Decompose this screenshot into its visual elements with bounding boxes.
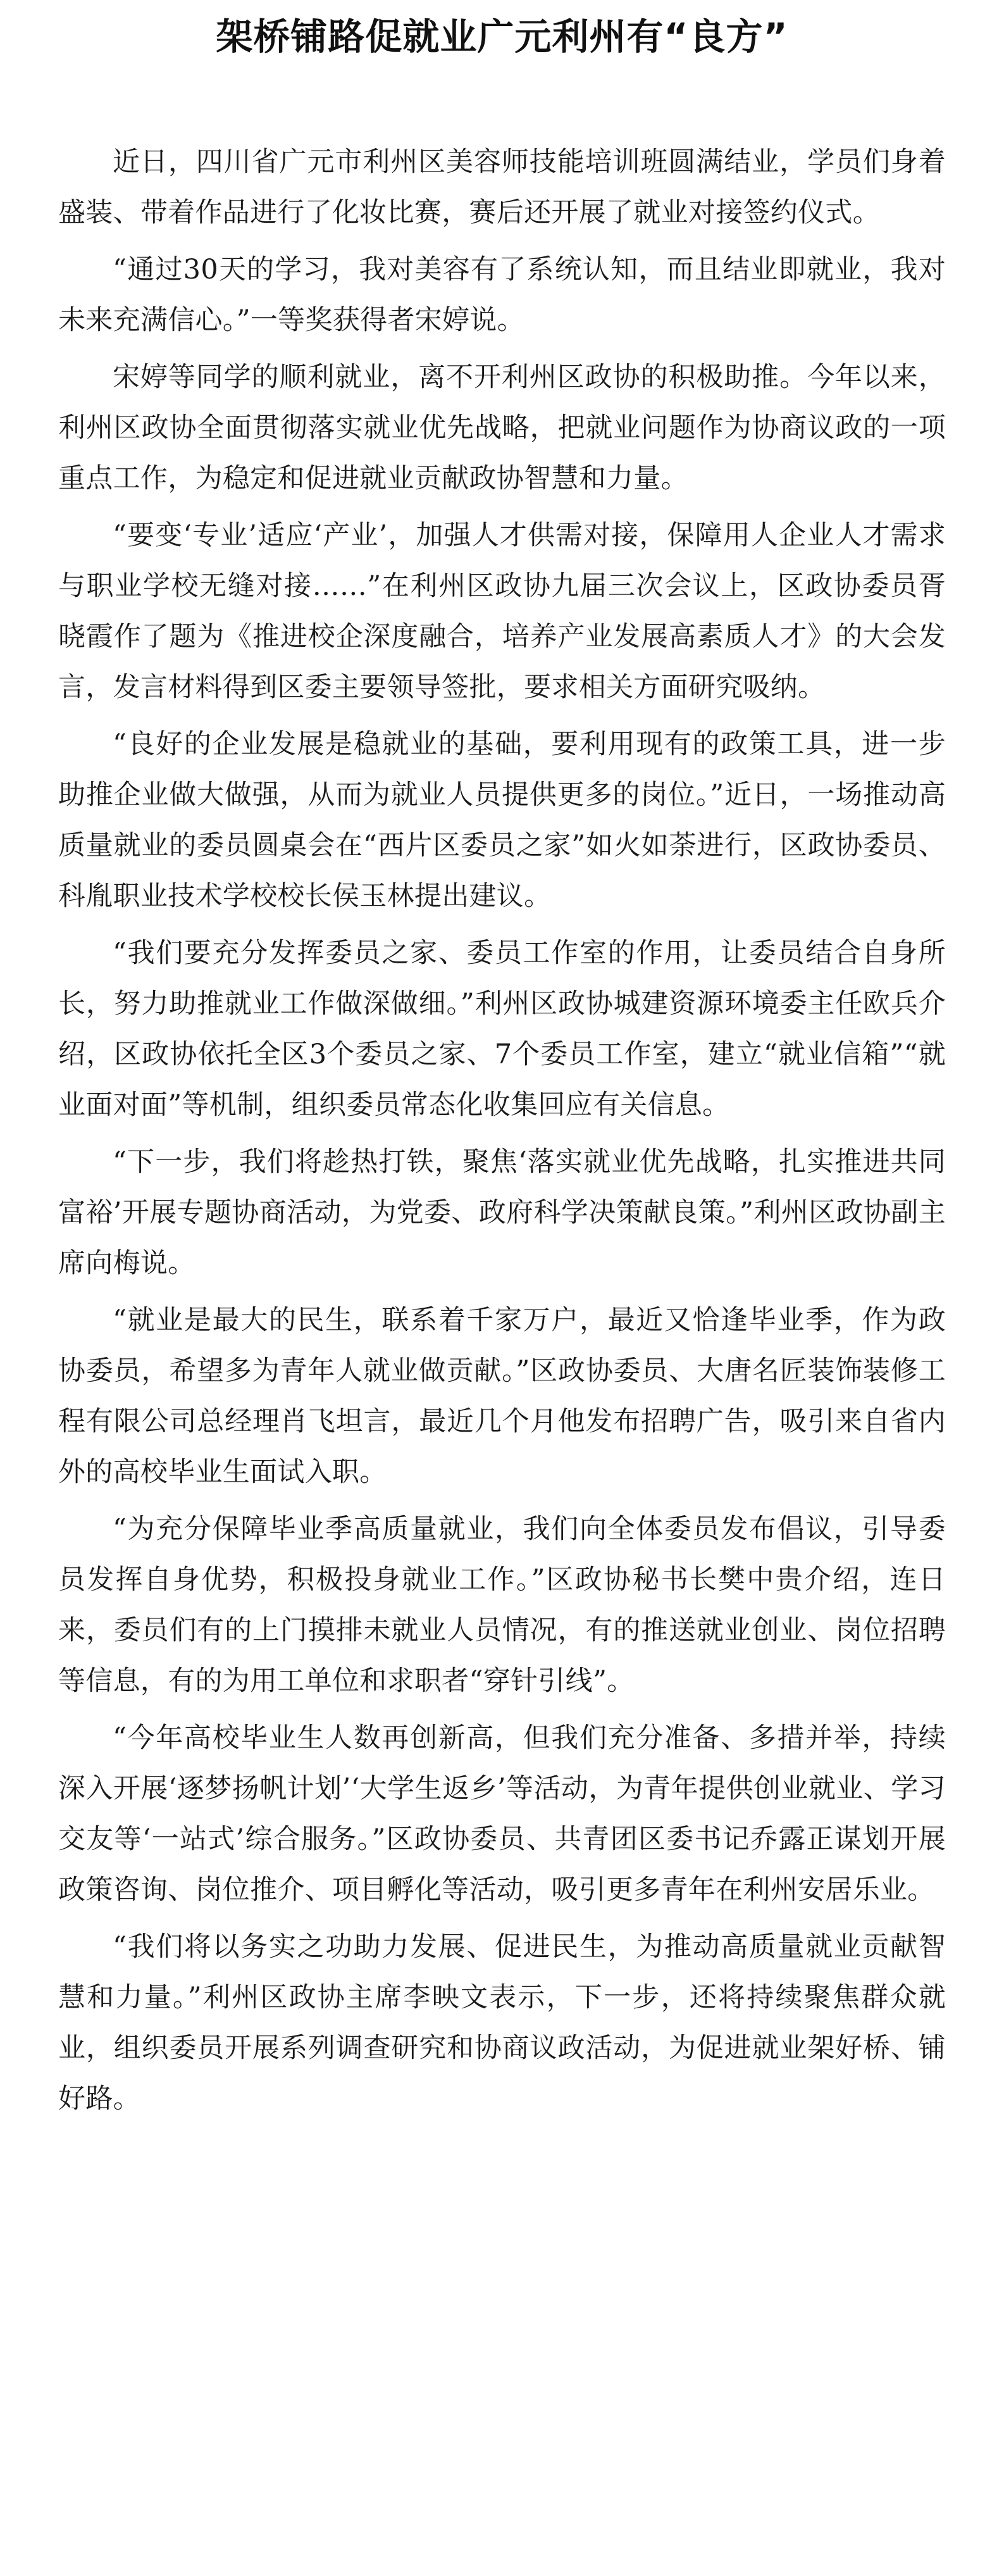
paragraph-1: 近日，四川省广元市利州区美容师技能培训班圆满结业，学员们身着盛装、带着作品进行了化妆比赛，赛后还开展了就业对接签约仪式。 (58, 146, 946, 228)
paragraph-5: “良好的企业发展是稳就业的基础，要利用现有的政策工具，进一步助推企业做大做强，从而为就业人员提供更多的岗位。”近日，一场推动高质量就业的委员圆桌会在“西片区委员之家”如火如荼进行，区政协委员、科胤职业技术学校校长侯玉林提出建议。 (58, 728, 946, 912)
paragraph-7: “下一步，我们将趁热打铁，聚焦‘落实就业优先战略，扎实推进共同富裕’开展专题协商活动，为党委、政府科学决策献良策。”利州区政协副主席向梅说。 (58, 1146, 946, 1279)
paragraph-3: 宋婷等同学的顺利就业，离不开利州区政协的积极助推。今年以来，利州区政协全面贯彻落实就业优先战略，把就业问题作为协商议政的一项重点工作，为稳定和促进就业贡献政协智慧和力量。 (58, 361, 946, 494)
paragraph-10: “今年高校毕业生人数再创新高，但我们充分准备、多措并举，持续深入开展‘逐梦扬帆计划’‘大学生返乡’等活动，为青年提供创业就业、学习交友等‘一站式’综合服务。”区政协委员、共青团区委书记乔露正谋划开展政策咨询、岗位推介、项目孵化等活动，吸引更多青年在利州安居乐业。 (58, 1722, 946, 1906)
paragraph-6: “我们要充分发挥委员之家、委员工作室的作用，让委员结合自身所长，努力助推就业工作做深做细。”利州区政协城建资源环境委主任欧兵介绍，区政协依托全区3个委员之家、7个委员工作室，建立“就业信箱”“就业面对面”等机制，组织委员常态化收集回应有关信息。 (58, 937, 946, 1121)
paragraph-2: “通过30天的学习，我对美容有了系统认知，而且结业即就业，我对未来充满信心。”一等奖获得者宋婷说。 (58, 254, 946, 336)
article-body (58, 137, 946, 2124)
paragraph-9: “为充分保障毕业季高质量就业，我们向全体委员发布倡议，引导委员发挥自身优势，积极投身就业工作。”区政协秘书长樊中贵介绍，连日来，委员们有的上门摸排未就业人员情况，有的推送就业创业、岗位招聘等信息，有的为用工单位和求职者“穿针引线”。 (58, 1513, 946, 1697)
paragraph-4: “要变‘专业’适应‘产业’，加强人才供需对接，保障用人企业人才需求与职业学校无缝对接……”在利州区政协九届三次会议上，区政协委员胥晓霞作了题为《推进校企深度融合，培养产业发展高素质人才》的大会发言，发言材料得到区委主要领导签批，要求相关方面研究吸纳。 (58, 520, 946, 703)
paragraph-11: “我们将以务实之功助力发展、促进民生，为推动高质量就业贡献智慧和力量。”利州区政协主席李映文表示，下一步，还将持续聚焦群众就业，组织委员开展系列调查研究和协商议政活动，为促进就业架好桥、铺好路。 (58, 1931, 946, 2115)
article-title: 架桥铺路促就业广元利州有“良方” (216, 15, 788, 58)
paragraph-8: “就业是最大的民生，联系着千家万户，最近又恰逢毕业季，作为政协委员，希望多为青年人就业做贡献。”区政协委员、大唐名匠装饰装修工程有限公司总经理肖飞坦言，最近几个月他发布招聘广告，吸引来自省内外的高校毕业生面试入职。 (58, 1304, 946, 1488)
